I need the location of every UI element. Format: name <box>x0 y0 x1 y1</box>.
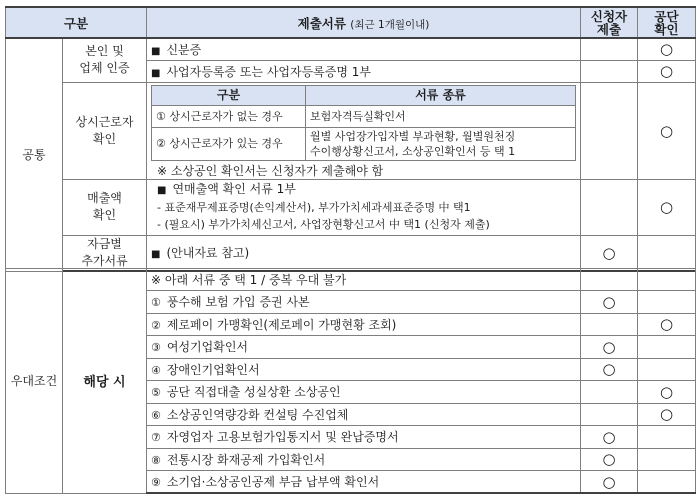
common-category: 공통 <box>6 38 63 271</box>
fund-label: 자금별 추가서류 <box>63 235 147 271</box>
inner-header-doc-types: 서류 종류 <box>306 85 576 105</box>
header-category: 구분 <box>6 7 147 38</box>
circle-icon: ○ <box>581 291 638 314</box>
list-item: ⑥ 소상공인역량강화 컨설팅 수진업체 ○ <box>6 403 696 426</box>
list-item: ⑤ 공단 직접대출 성실상환 소상공인 ○ <box>6 381 696 404</box>
table-row <box>6 269 696 291</box>
table-header-row <box>6 7 696 38</box>
bullet-icon: ■ <box>151 45 161 57</box>
inner-header-category: 구분 <box>152 85 306 105</box>
circle-icon: ○ <box>581 471 638 494</box>
list-item: ① 풍수해 보험 가입 증권 사본 ○ <box>6 291 696 314</box>
table-row <box>6 179 696 235</box>
sales-label: 매출액 확인 <box>63 179 147 235</box>
bullet-icon: ■ <box>157 185 167 196</box>
list-item: ⑨ 소기업·소상공인공제 부금 납부액 확인서 ○ <box>6 471 696 494</box>
preference-table <box>5 268 696 494</box>
required-documents-table <box>5 6 696 272</box>
circle-icon: ○ <box>638 179 696 235</box>
case-no-workers: ① 상시근로자가 없는 경우 <box>152 105 306 127</box>
bullet-icon: ■ <box>151 249 161 261</box>
header-documents: 제출서류 (최근 1개월이내) <box>147 7 581 38</box>
workers-note: ※ 소상공인 확인서는 신청자가 제출해야 함 <box>157 163 384 178</box>
circle-icon: ○ <box>581 358 638 381</box>
bullet-icon: ■ <box>151 67 161 79</box>
circle-icon: ○ <box>638 381 696 404</box>
circle-icon: ○ <box>638 313 696 336</box>
id-check-label: 본인 및 업체 인증 <box>63 38 147 82</box>
circle-icon: ○ <box>638 60 696 82</box>
circle-icon: ○ <box>638 403 696 426</box>
workers-docs-cell <box>147 82 581 179</box>
header-agency-check: 공단 확인 <box>638 7 696 38</box>
circle-icon: ○ <box>581 426 638 449</box>
list-item: ⑧ 전통시장 화재공제 가입확인서 ○ <box>6 448 696 471</box>
preference-category: 우대조건 <box>6 269 63 494</box>
table-row <box>6 235 696 271</box>
list-item: ② 제로페이 가맹확인(제로페이 가맹현황 조회) ○ <box>6 313 696 336</box>
circle-icon: ○ <box>638 38 696 60</box>
circle-icon: ○ <box>638 82 696 179</box>
workers-inner-table <box>151 85 576 161</box>
list-item: ⑦ 자영업자 고용보험가입통지서 및 완납증명서 ○ <box>6 426 696 449</box>
id-card-item: ■ 신분증 <box>147 38 581 60</box>
case-with-workers-docs: 월별 사업장가입자별 부과현황, 월별원천징 수이행상황신고서, 소상공인확인서 등 택 1 <box>306 127 576 160</box>
preference-note: ※ 아래 서류 중 택 1 / 중복 우대 불가 <box>147 269 581 291</box>
business-registration-item: ■ 사업자등록증 또는 사업자등록증명 1부 <box>147 60 581 82</box>
sales-docs-cell: ■ 연매출액 확인 서류 1부 - 표준재무제표증명(손익계산서), 부가가치세과세표준증명 中 택1 - (필요시) 부가가치세신고서, 사업장현황신고서 中 택1 (신청자 제출) <box>147 179 581 235</box>
workers-label: 상시근로자 확인 <box>63 82 147 179</box>
list-item: ④ 장애인기업확인서 ○ <box>6 358 696 381</box>
circle-icon: ○ <box>581 336 638 359</box>
list-item: ③ 여성기업확인서 ○ <box>6 336 696 359</box>
circle-icon: ○ <box>581 448 638 471</box>
case-with-workers: ② 상시근로자가 있는 경우 <box>152 127 306 160</box>
preference-applies: 해당 시 <box>63 269 147 494</box>
fund-item: ■ (안내자료 참고) <box>147 235 581 271</box>
table-row <box>6 38 696 60</box>
header-applicant-submit: 신청자 제출 <box>581 7 638 38</box>
circle-icon: ○ <box>581 235 638 271</box>
table-row <box>6 82 696 179</box>
case-no-workers-docs: 보험자격득실확인서 <box>306 105 576 127</box>
